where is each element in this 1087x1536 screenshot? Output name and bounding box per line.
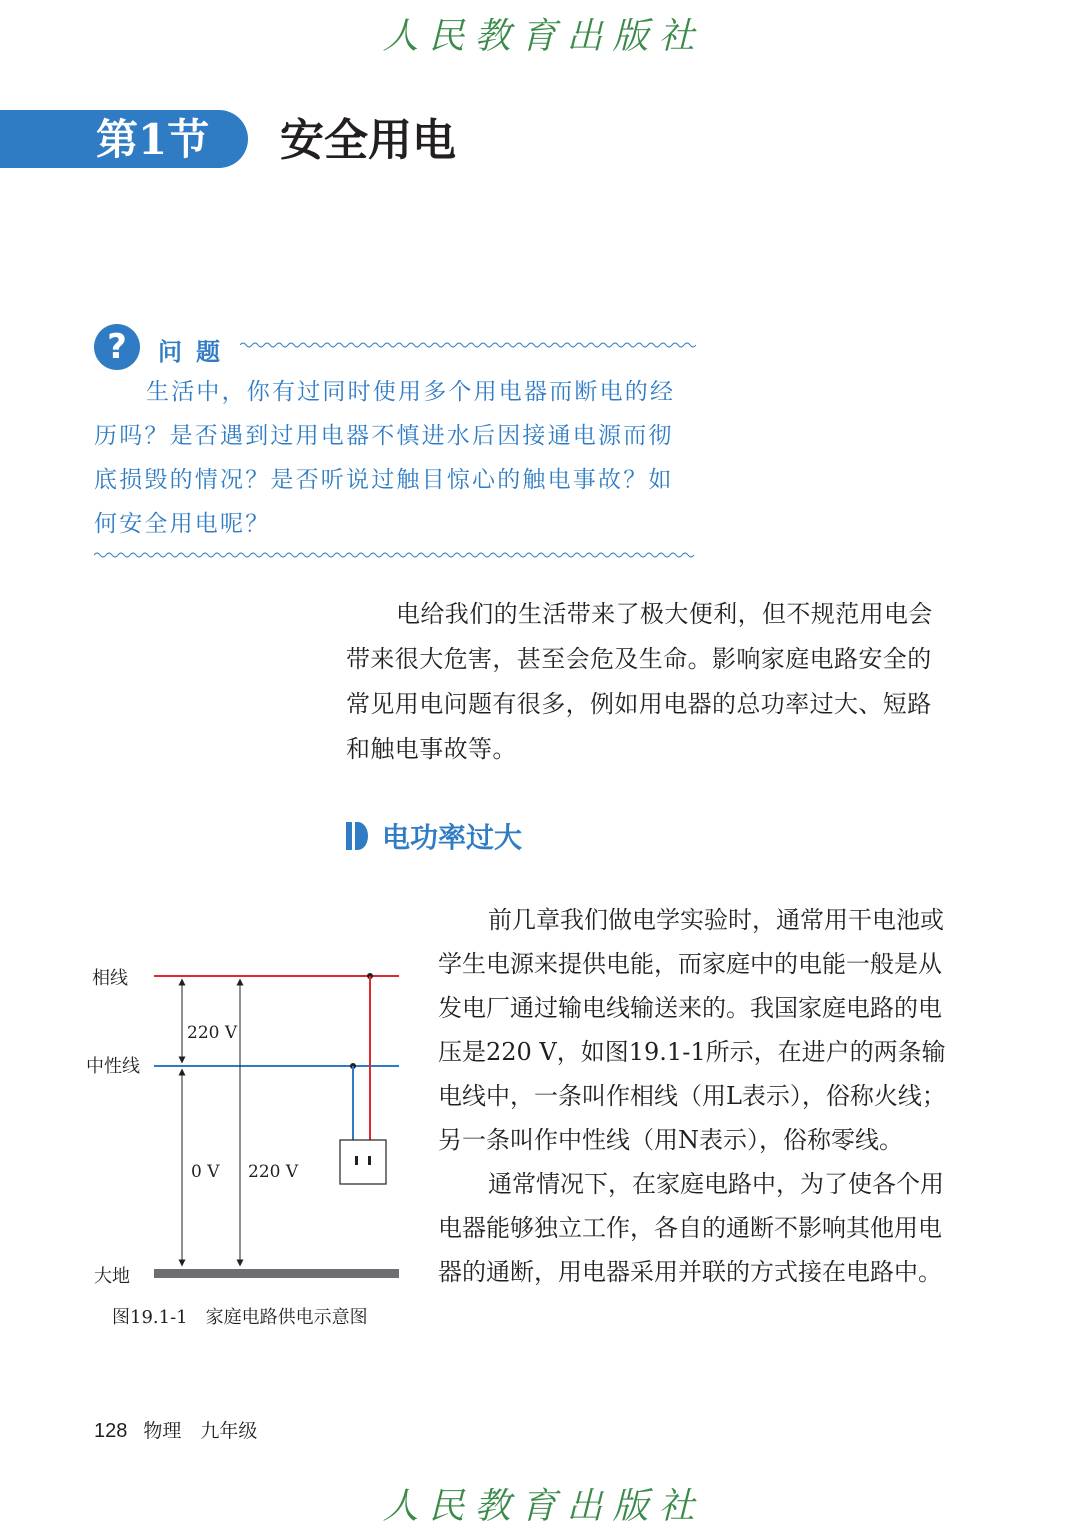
voltage-live-neutral: 220 V [187,1023,238,1043]
subsection-title: 电功率过大 [382,821,523,854]
publisher-logo-top: 人民教育出版社 [382,16,705,57]
household-circuit-diagram [84,960,414,1290]
neutral-wire-label: 中性线 [86,1056,140,1077]
question-icon: ? [94,324,140,370]
figure-caption-number: 图19.1-1 [112,1307,188,1328]
wavy-divider-bottom [94,550,696,560]
live-wire-label: 相线 [92,968,128,989]
ground-label: 大地 [94,1266,130,1287]
publisher-logo-bottom: 人民教育出版社 [382,1486,705,1527]
page-number: 128 [94,1420,128,1442]
figure-caption [112,1303,368,1329]
question-label: 问题 [158,338,234,366]
question-text: 生活中，你有过同时使用多个用电器而断电的经历吗？是否遇到过用电器不慎进水后因接通电源而彻底损毁的情况？是否听说过触目惊心的触电事故？如何安全用电呢？ [94,379,676,537]
body-paragraph-2: 通常情况下，在家庭电路中，为了使各个用电器能够独立工作，各自的通断不影响其他用电器的通断，用电器采用并联的方式接在电路中。 [438,1170,944,1286]
book-title: 物理 九年级 [143,1420,258,1442]
intro-paragraph: 电给我们的生活带来了极大便利，但不规范用电会带来很大危害，甚至会危及生命。影响家庭电路安全的常见用电问题有很多，例如用电器的总功率过大、短路和触电事故等。 [346,600,933,763]
body-paragraph-1: 前几章我们做电学实验时，通常用干电池或学生电源来提供电能，而家庭中的电能一般是从发电厂通过输电线输送来的。我国家庭电路的电压是220 V，如图19.1-1所示，在进户的两条输电线中，一条叫作相线（用L表示），俗称火线；另一条叫作中性线（用N表示），俗称零线。 [438,906,946,1154]
page-footer [94,1416,257,1443]
socket-icon [340,1140,386,1184]
ground-bar [154,1269,399,1278]
figure-caption-text: 家庭电路供电示意图 [205,1307,368,1328]
voltage-live-ground: 220 V [248,1162,299,1182]
section-title: 安全用电 [280,115,456,166]
wavy-divider-top [240,340,696,350]
subsection-marker-icon [346,822,368,850]
voltage-neutral-ground: 0 V [191,1162,220,1182]
section-number: 第1节 [96,115,210,164]
